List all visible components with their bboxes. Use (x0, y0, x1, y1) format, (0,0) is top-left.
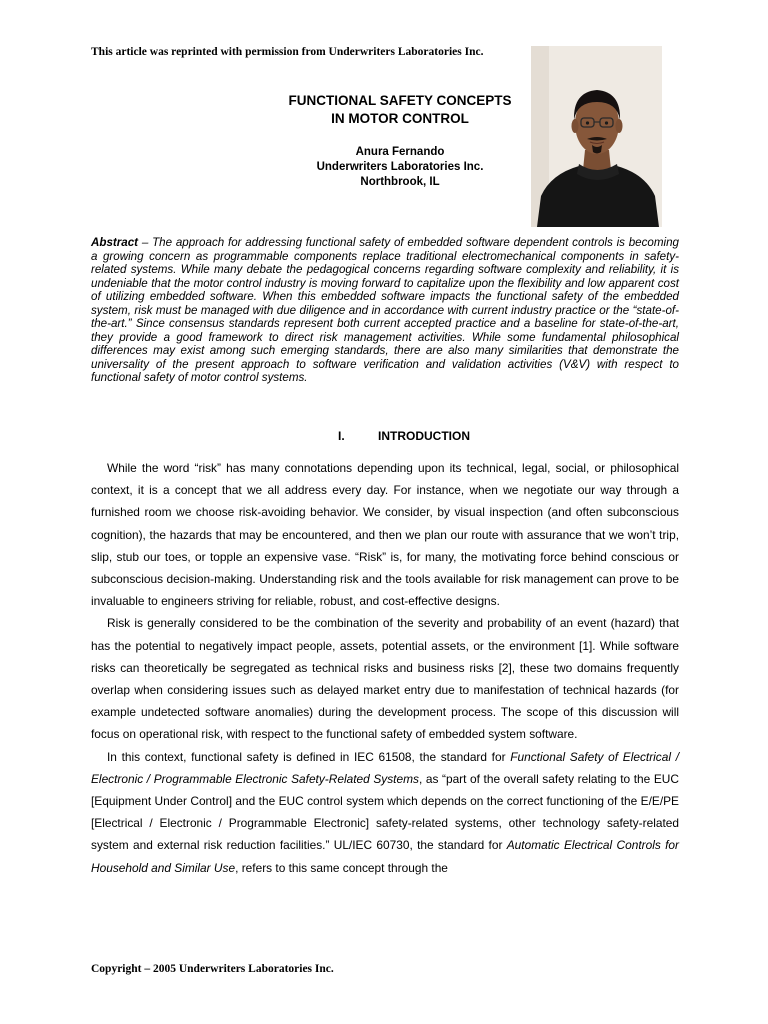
intro-paragraph-3 (91, 746, 679, 879)
title-block (220, 92, 580, 190)
paragraph-3-text-b: , as “part of the overall safety relating to the EUC [Equipment Under Control] and the EUC control system which depends on the correct functioning of the E/E/PE [Electrical / Electronic / Programmable Electronic] safety-related systems, other technology safety-related system and external risk reduction facilities.” UL/IEC 60730, the standard for (91, 771, 679, 853)
author-block (220, 145, 580, 190)
abstract-text: – The approach for addressing functional safety of embedded software dependent controls is becoming a growing concern as programmable components replace traditional electromechanical components in safety-related systems. While many debate the pedagogical concerns regarding software complexity and reliability, it is undeniable that the motor control industry is moving forward to capitalize upon the flexibility and low apparent cost of utilizing embedded software. When this embedded software impacts the functional safety of the embedded system, risk must be managed with due diligence and in accordance with current industry practice or the “state-of-the-art.” Since consensus standards represent both current accepted practice and a baseline for state-of-the-art, they provide a good framework to direct risk management activities. While some fundamental philosophical differences may exist among such emerging standards, there are also many similarities that demonstrate the universality of the present approach to software verification and validation activities (V&V) with respect to functional safety of motor control systems. (91, 236, 679, 384)
paper-title-line-2: IN MOTOR CONTROL (331, 111, 469, 126)
paragraph-3-text-a: In this context, functional safety is defined in IEC 61508, the standard for (107, 749, 511, 764)
intro-paragraph-2: Risk is generally considered to be the combination of the severity and probability of an event (hazard) that has the potential to negatively impact people, assets, potential assets, or the environment [1]. While software risks can theoretically be segregated as technical risks and business risks [2], these two domains frequently overlap when considering issues such as delayed market entry due to manifestation of technical hazards (for example undetected software anomalies) during the development process. The scope of this discussion will focus on operational risk, with respect to the functional safety of embedded system software. (91, 616, 679, 742)
section-title: INTRODUCTION (378, 429, 470, 443)
ul-iec-60730-title: Automatic Electrical Controls for Household and Similar Use (91, 838, 679, 875)
author-location: Northbrook, IL (360, 176, 440, 188)
author-organization: Underwriters Laboratories Inc. (316, 161, 484, 173)
section-heading-introduction (0, 429, 768, 443)
intro-paragraph-1: While the word “risk” has many connotations depending upon its technical, legal, social, or philosophical context, it is a concept that we all address every day. For instance, when we negotiate our way through a furnished room we choose risk-avoiding behavior. We consider, by visual inspection (and often subconscious cognition), the hazards that may be encountered, and then we plan our route with assurance that we won’t trip, slip, stub our toes, or topple an expensive vase. “Risk” is, for many, the motivating force behind conscious or subconscious decision-making. Understanding risk and the tools available for risk management can prove to be invaluable to engineers striving for reliable, robust, and cost-effective designs. (91, 461, 679, 609)
portrait-illustration (531, 46, 662, 227)
iec-61508-title: Functional Safety of Electrical / Electronic / Programmable Electronic Safety-Related Systems (91, 749, 679, 786)
author-portrait-photo (531, 46, 662, 227)
paper-title-line-1: FUNCTIONAL SAFETY CONCEPTS (288, 93, 512, 108)
copyright-footer: Copyright – 2005 Underwriters Laboratories Inc. (91, 963, 334, 975)
reprint-notice: This article was reprinted with permission from Underwriters Laboratories Inc. (91, 46, 484, 58)
paragraph-3-text-c: , refers to this same concept through the (235, 860, 448, 875)
abstract-paragraph (91, 236, 679, 385)
section-number: I. (338, 429, 345, 443)
body-text (91, 457, 679, 879)
abstract-label: Abstract (91, 236, 139, 249)
author-name: Anura Fernando (355, 146, 445, 158)
